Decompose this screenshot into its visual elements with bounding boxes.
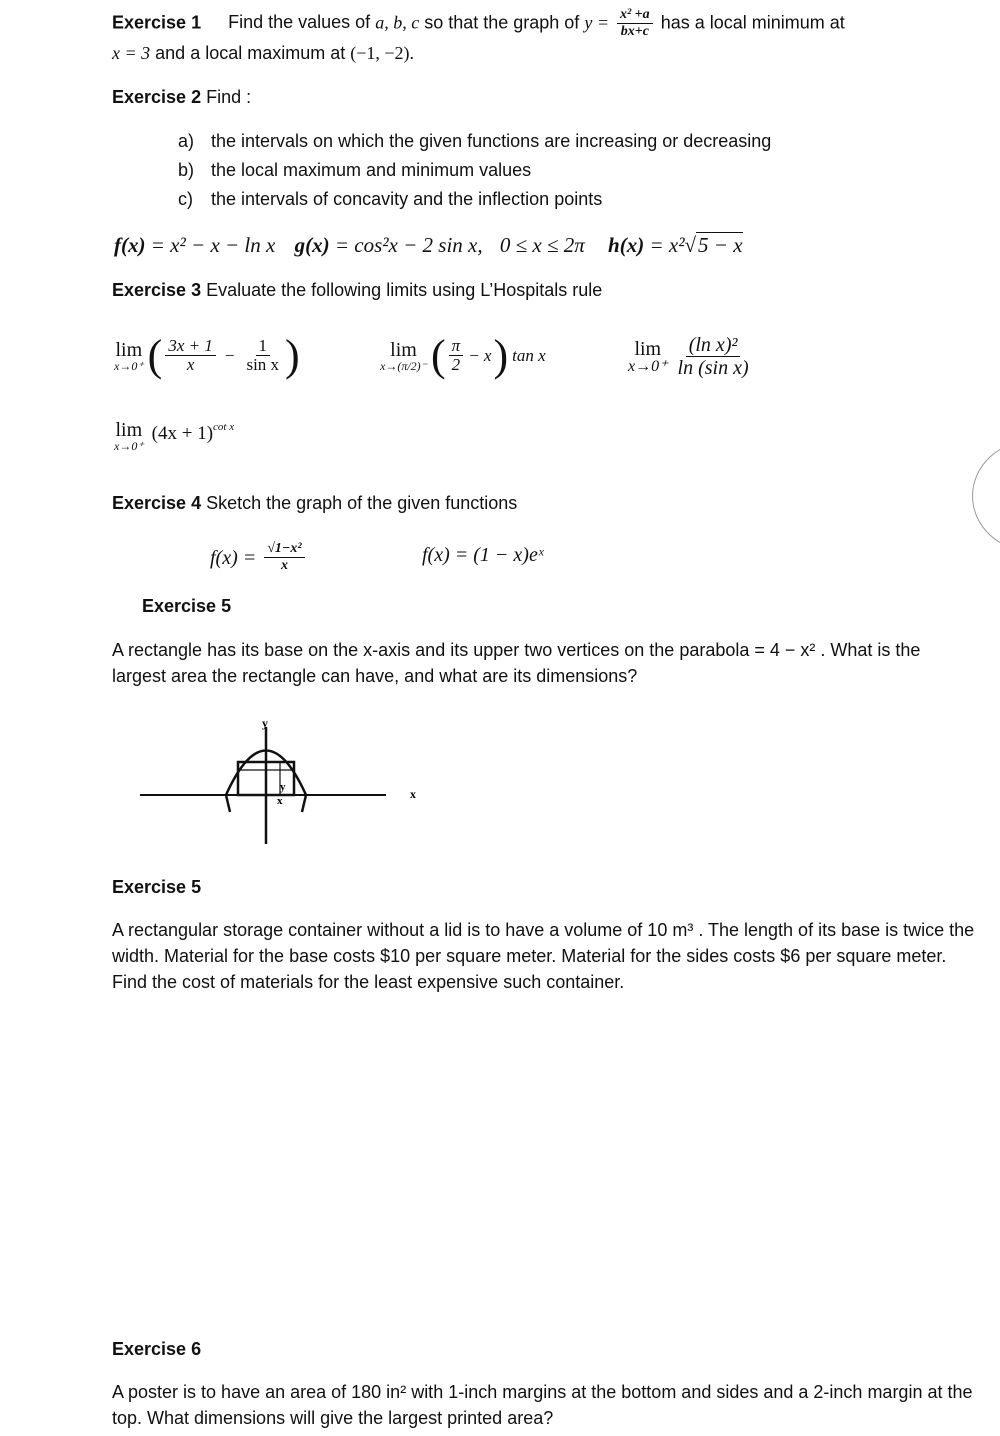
- function-g-rhs: = cos²x − 2 sin x,: [329, 233, 483, 257]
- exercise-5a-text: A rectangle has its base on the x-axis and its upper two vertices on the parabola = 4 − x² . What is the largest area the rectangle can have, and what are its dimensions?: [112, 640, 921, 686]
- exercise-2-item-b: [178, 160, 531, 181]
- exercise-2-title: Exercise 2: [112, 87, 202, 107]
- exercise-5b-title: Exercise 5: [112, 877, 202, 897]
- limit-word: lim: [115, 339, 143, 361]
- exercise-1-line2-math: x = 3: [112, 43, 151, 63]
- limit-under: x→0⁺: [628, 358, 668, 375]
- limit-under: x→(π/2)⁻: [380, 359, 427, 373]
- exercise-4-heading: [112, 493, 517, 514]
- exercise-5a-title: Exercise 5: [142, 596, 232, 616]
- function-1-label: f(x) =: [210, 546, 257, 569]
- minus-sign: −: [224, 346, 235, 365]
- limit-2: [380, 328, 546, 384]
- exercise-3-heading: [112, 280, 602, 301]
- exercise-1-fraction: [617, 8, 653, 39]
- parabola-left-tail: [226, 795, 230, 812]
- exercise-1-text-b: so that the graph of: [424, 12, 585, 33]
- function-h-root: 5 − x: [698, 233, 743, 257]
- frac-num: 1: [256, 337, 271, 356]
- exercise-1-text-a: Find the values of: [228, 12, 376, 33]
- left-paren: (: [431, 331, 446, 380]
- exercise-4-title: Exercise 4: [112, 493, 202, 513]
- limit-4-exponent: cot x: [213, 421, 235, 433]
- exercise-2-item-a: [178, 131, 771, 152]
- function-h-label: h(x): [608, 233, 645, 257]
- exercise-2-item-marker: c): [178, 189, 193, 209]
- parabola-right-tail: [302, 795, 306, 812]
- exercise-3-title: Exercise 3: [112, 280, 202, 300]
- exercise-2-item-text: the local maximum and minimum values: [211, 160, 532, 180]
- frac-num: π: [449, 337, 464, 356]
- exercise-1-line2: [112, 43, 414, 64]
- exercise-2-item-text: the intervals on which the given functions are increasing or decreasing: [211, 131, 772, 151]
- limit-under: x→0⁺: [114, 359, 144, 373]
- exercise-2-heading: [112, 87, 251, 108]
- limit-1-frac-a: [165, 337, 216, 375]
- limit-1-operator: [114, 340, 144, 372]
- limit-4-operator: [114, 420, 144, 452]
- frac-den: x: [280, 558, 288, 574]
- parabola-rectangle-figure: [120, 712, 430, 852]
- limit-1-frac-b: [243, 337, 282, 375]
- frac-den: 2: [451, 355, 461, 375]
- limit-word: lim: [390, 339, 417, 361]
- exercise-1-y-eq: y =: [584, 12, 609, 33]
- limit-word: lim: [634, 338, 662, 360]
- frac-den: x: [186, 355, 195, 375]
- figure-inner-x-label: x: [277, 795, 283, 807]
- limit-2-pi-frac: [449, 337, 464, 375]
- exercise-1-line2-text: and a local maximum at: [155, 43, 351, 63]
- frac-num: 3x + 1: [165, 337, 216, 356]
- exercise-1-vars: a, b, c: [375, 12, 420, 33]
- limit-3-operator: [628, 339, 668, 375]
- exercise-1: [112, 8, 845, 39]
- exercise-2-item-c: [178, 189, 602, 210]
- function-f-rhs: = x² − x − ln x: [145, 233, 276, 257]
- function-h-rhs: = x²: [644, 233, 685, 257]
- frac-num: (ln x)²: [686, 335, 741, 357]
- function-g-domain: 0 ≤ x ≤ 2π: [499, 233, 585, 257]
- limit-4-base: (4x + 1): [151, 423, 214, 444]
- exercise-1-title: Exercise 1: [112, 12, 202, 33]
- exercise-6-text: A poster is to have an area of 180 in² with 1-inch margins at the bottom and sides and a 2-inch margin at the top. What dimensions will give the largest printed area?: [112, 1382, 973, 1428]
- figure-x-label: x: [410, 787, 416, 801]
- exercise-3-title-rest: Evaluate the following limits using L’Hospitals rule: [201, 280, 603, 300]
- exercise-1-fraction-den: bx+c: [620, 23, 649, 39]
- limit-under: x→0⁺: [114, 439, 144, 453]
- frac-num: √1−x²: [264, 542, 304, 558]
- function-1-frac: [264, 542, 304, 573]
- left-paren: (: [147, 331, 163, 380]
- frac-den: ln (sin x): [677, 357, 749, 379]
- exercise-2-functions: [114, 233, 743, 258]
- limit-4: [114, 420, 234, 452]
- exercise-2-title-rest: Find :: [201, 87, 252, 107]
- exercise-2-item-text: the intervals of concavity and the inflection points: [211, 189, 603, 209]
- limit-word: lim: [115, 419, 143, 441]
- limit-2-operator: [380, 340, 427, 372]
- exercise-2-item-marker: b): [178, 160, 195, 180]
- exercise-1-line2-point: (−1, −2).: [350, 43, 415, 63]
- limit-2-tail: tan x: [512, 346, 546, 365]
- exercise-2-item-marker: a): [178, 131, 195, 151]
- exercise-4-function-2: f(x) = (1 − x)eˣ: [422, 544, 544, 566]
- exercise-4-function-1: [210, 536, 308, 580]
- exercise-4-title-rest: Sketch the graph of the given functions: [201, 493, 518, 513]
- limit-1: [114, 328, 300, 384]
- function-h-root-sign: √: [684, 233, 697, 257]
- page-edge-circle: [972, 440, 1000, 552]
- exercise-1-fraction-num: x² +a: [617, 8, 653, 24]
- exercise-6-title: Exercise 6: [112, 1339, 202, 1359]
- function-g-label: g(x): [294, 233, 330, 257]
- exercise-5b-text: A rectangular storage container without a lid is to have a volume of 10 m³ . The length of its base is twice the width. Material for the base costs $10 per square meter. Material for the sides costs $6 per square meter. Find the cost of materials for the least expensive such container.: [112, 920, 975, 992]
- limit-3: [628, 326, 755, 388]
- right-paren: ): [493, 331, 509, 380]
- figure-y-label: y: [262, 716, 268, 730]
- limit-2-rest: − x: [468, 346, 492, 365]
- limit-3-frac: [675, 335, 752, 379]
- frac-den: sin x: [246, 355, 280, 375]
- figure-inner-y-label: y: [280, 781, 286, 793]
- right-paren: ): [285, 331, 300, 380]
- function-f-label: f(x): [114, 233, 146, 257]
- exercise-1-text-c: has a local minimum at: [660, 12, 845, 33]
